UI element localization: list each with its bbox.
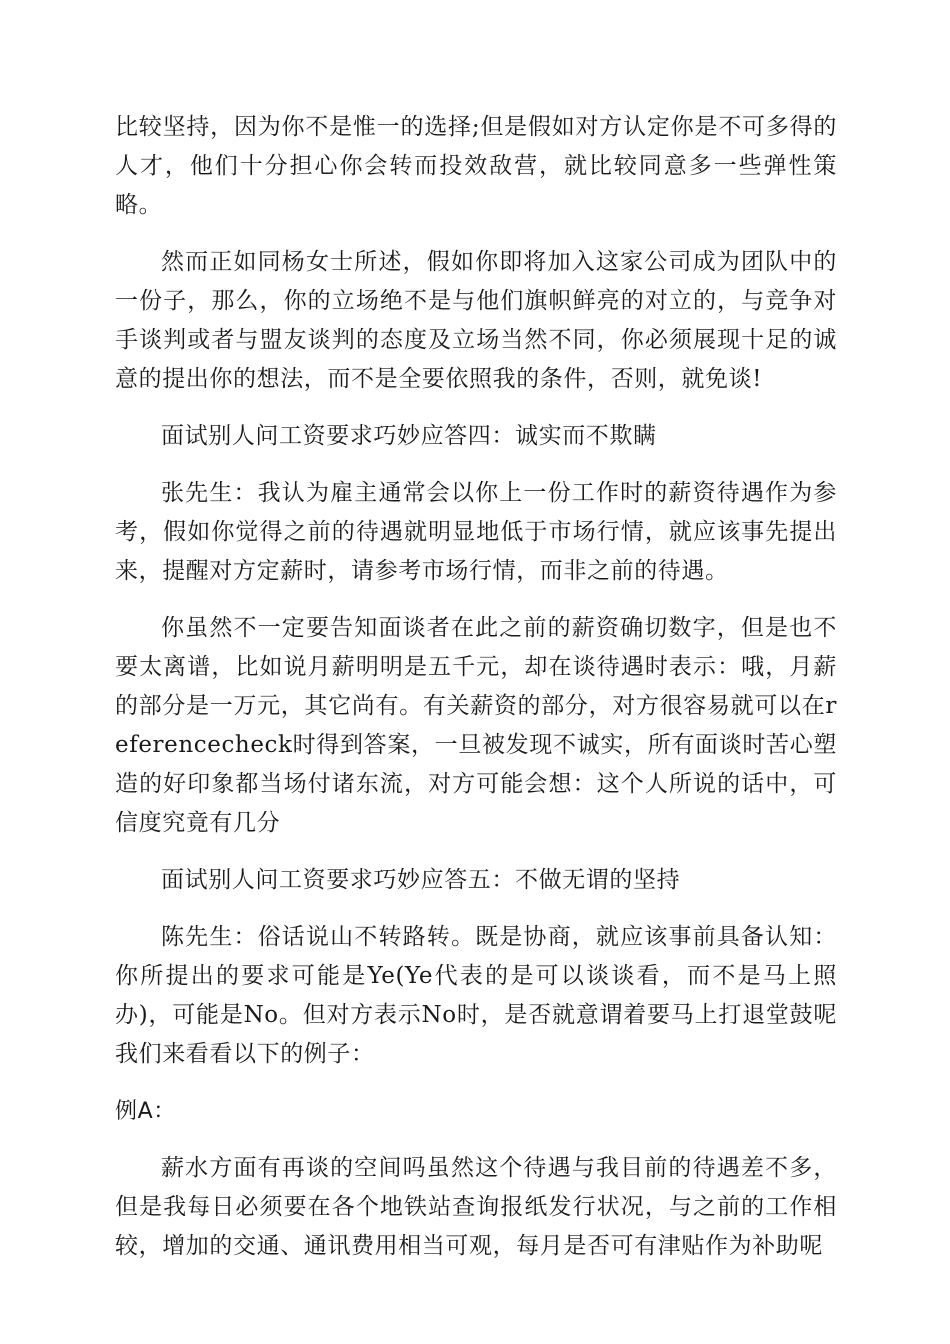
- example-label: 例A：: [115, 1099, 176, 1124]
- paragraph-1: 比较坚持，因为你不是惟一的选择;但是假如对方认定你是不可多得的人才，他们十分担心你会转而投效敌营，就比较同意多一些弹性策略。: [115, 114, 837, 218]
- section-heading-5: 面试别人问工资要求巧妙应答五：不做无谓的坚持: [161, 867, 681, 893]
- paragraph-5: 陈先生：俗话说山不转路转。既是协商，就应该事前具备认知：你所提出的要求可能是Ye(Ye代表的是可以谈谈看，而不是马上照办)，可能是No。但对方表示No时，是否就意谓着要马上打退堂鼓呢我们来看看以下的例子：: [115, 924, 837, 1067]
- paragraph-2: 然而正如同杨女士所述，假如你即将加入这家公司成为团队中的一份子，那么，你的立场绝不是与他们旗帜鲜亮的对立的，与竞争对手谈判或者与盟友谈判的态度及立场当然不同，你必须展现十足的诚意的提出你的想法，而不是全要依照我的条件，否则，就免谈!: [115, 249, 837, 392]
- section-heading-4: 面试别人问工资要求巧妙应答四：诚实而不欺瞒: [161, 423, 657, 449]
- document-page: [115, 108, 837, 1284]
- paragraph-4: 你虽然不一定要告知面谈者在此之前的薪资确切数字，但是也不要太离谱，比如说月薪明明是五千元，却在谈待遇时表示：哦，月薪的部分是一万元，其它尚有。有关薪资的部分，对方很容易就可以在referencecheck时得到答案，一旦被发现不诚实，所有面谈时苦心塑造的好印象都当场付诸东流，对方可能会想：这个人所说的话中，可信度究竟有几分: [115, 615, 837, 836]
- paragraph-3: 张先生：我认为雇主通常会以你上一份工作时的薪资待遇作为参考，假如你觉得之前的待遇就明显地低于市场行情，就应该事先提出来，提醒对方定薪时，请参考市场行情，而非之前的待遇。: [115, 480, 837, 584]
- paragraph-6: 薪水方面有再谈的空间吗虽然这个待遇与我目前的待遇差不多，但是我每日必须要在各个地铁站查询报纸发行状况，与之前的工作相较，增加的交通、通讯费用相当可观，每月是否可有津贴作为补助呢: [115, 1155, 837, 1259]
